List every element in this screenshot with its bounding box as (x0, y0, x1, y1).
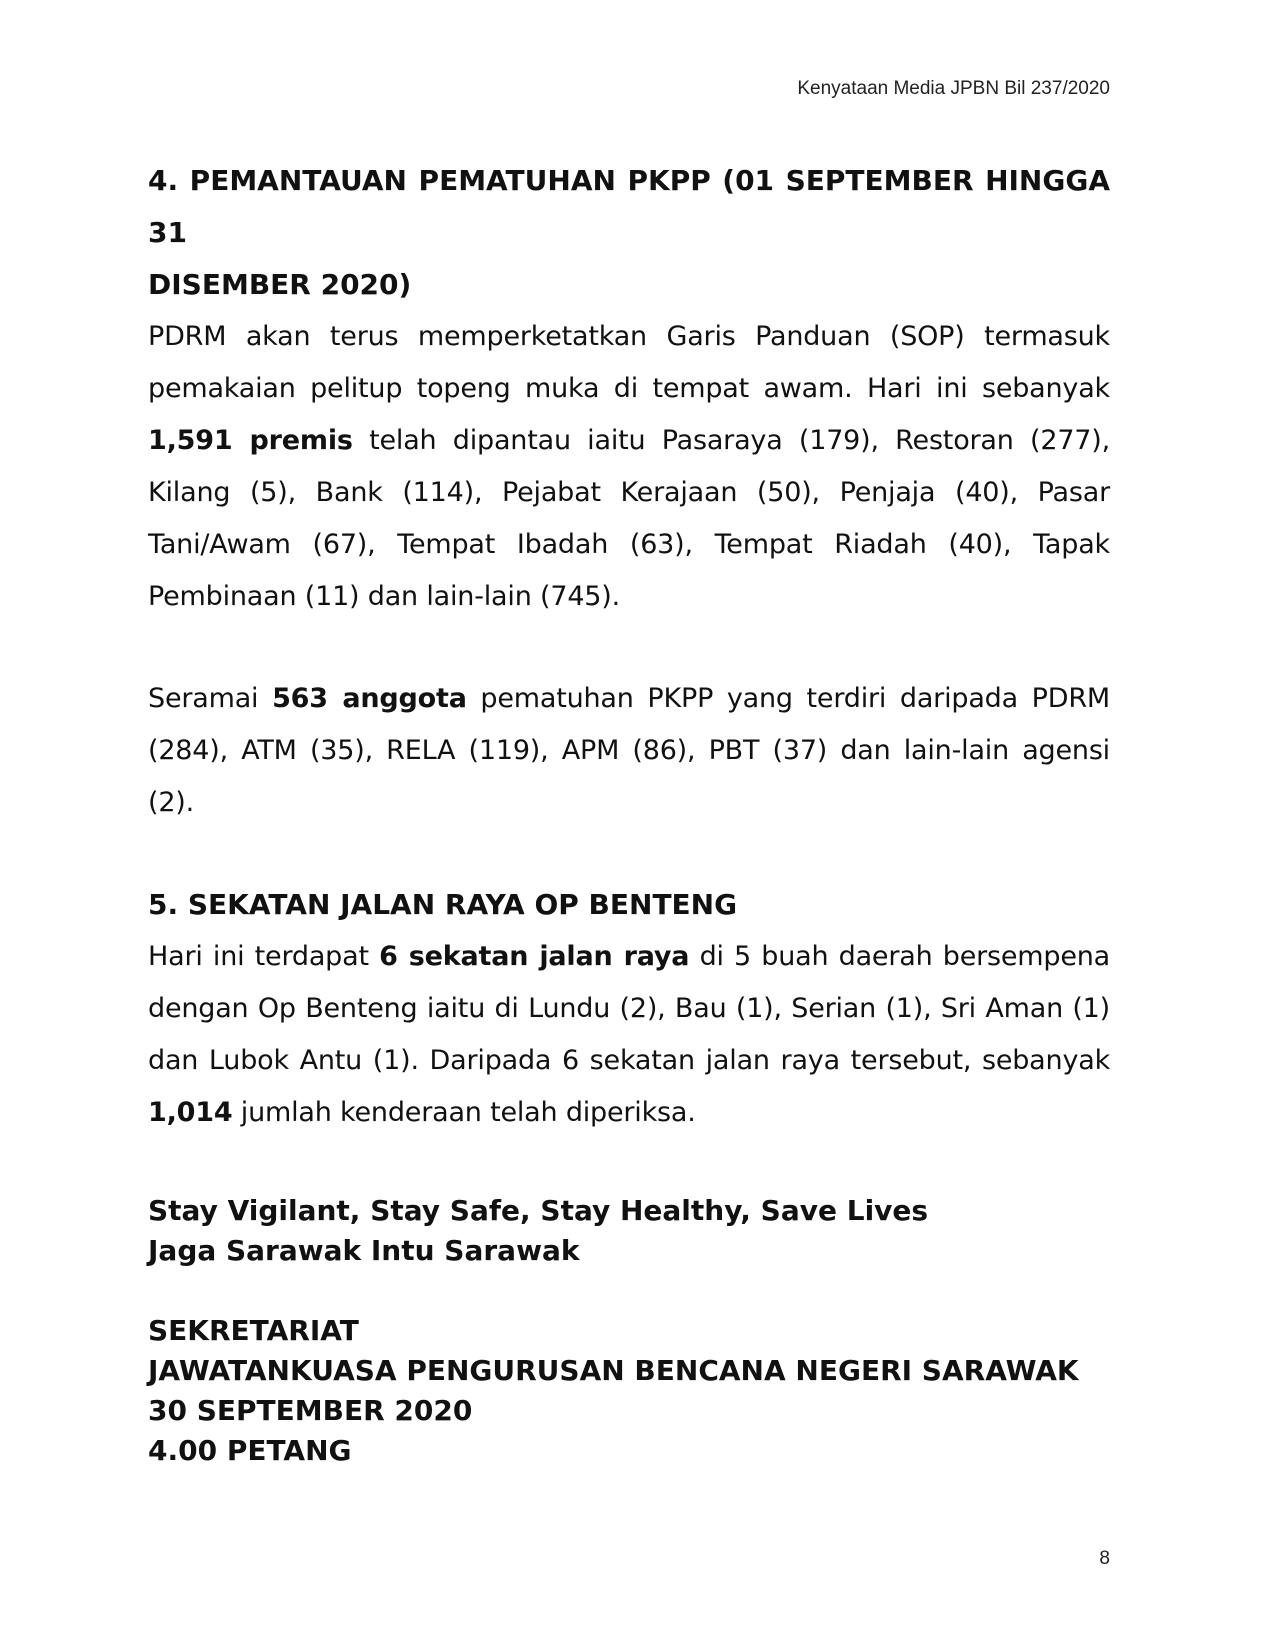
section-4-paragraph-1-text: PDRM akan terus memperketatkan Garis Panduan (SOP) termasuk pemakaian pelitup topeng muka di tempat awam. Hari ini sebanyak (148, 321, 1110, 404)
section-4-paragraph-2-text-cont: pematuhan PKPP yang terdiri daripada PDRM (284), ATM (35), RELA (119), APM (86), PBT (37) dan lain-lain agensi (2). (148, 683, 1110, 818)
section-5-paragraph-1 (148, 931, 1110, 1139)
roadblock-count: 6 sekatan jalan raya (379, 941, 690, 972)
section-5-heading: 5. SEKATAN JALAN RAYA OP BENTENG (148, 888, 738, 921)
signoff-committee: JAWATANKUASA PENGURUSAN BENCANA NEGERI SARAWAK (148, 1354, 1079, 1387)
section-5-paragraph-1-text: Hari ini terdapat (148, 941, 380, 972)
signoff-date: 30 SEPTEMBER 2020 (148, 1394, 473, 1427)
personnel-count: 563 anggota (272, 683, 467, 714)
section-4-heading (148, 155, 1110, 311)
signoff-time: 4.00 PETANG (148, 1434, 352, 1467)
page-number: 8 (1099, 1548, 1110, 1569)
spacer (148, 1271, 1110, 1311)
section-4-heading-line-2: DISEMBER 2020) (148, 268, 412, 301)
section-4-paragraph-2 (148, 673, 1110, 829)
section-4-heading-line-1: 4. PEMANTAUAN PEMATUHAN PKPP (01 SEPTEMBER HINGGA 31 (148, 164, 1110, 249)
document-body (148, 155, 1110, 1471)
section-4-paragraph-1 (148, 311, 1110, 623)
section-5-paragraph-1-text-mid: di 5 buah daerah bersempena dengan Op Benteng iaitu di Lundu (2), Bau (1), Serian (1), Sri Aman (1) dan Lubok Antu (1). Daripada 6 sekatan jalan raya tersebut, sebanyak (148, 941, 1110, 1076)
vehicle-count: 1,014 (148, 1097, 233, 1128)
spacer (148, 623, 1110, 673)
section-4-paragraph-2-text: Seramai (148, 683, 273, 714)
document-reference: Kenyataan Media JPBN Bil 237/2020 (797, 78, 1110, 99)
section-5-paragraph-1-text-cont: jumlah kenderaan telah diperiksa. (232, 1097, 696, 1128)
premises-count: 1,591 premis (148, 425, 353, 456)
slogan-local: Jaga Sarawak Intu Sarawak (148, 1234, 580, 1267)
section-4-paragraph-1-text-cont: telah dipantau iaitu Pasaraya (179), Restoran (277), Kilang (5), Bank (114), Pejabat Kerajaan (50), Penjaja (40), Pasar Tani/Awam (67), Tempat Ibadah (63), Tempat Riadah (40), Tapak Pembinaan (11) dan lain-lain (745). (148, 425, 1110, 612)
slogan-english: Stay Vigilant, Stay Safe, Stay Healthy, Save Lives (148, 1194, 929, 1227)
signoff-secretariat: SEKRETARIAT (148, 1314, 359, 1347)
spacer (148, 829, 1110, 879)
spacer (148, 1139, 1110, 1191)
